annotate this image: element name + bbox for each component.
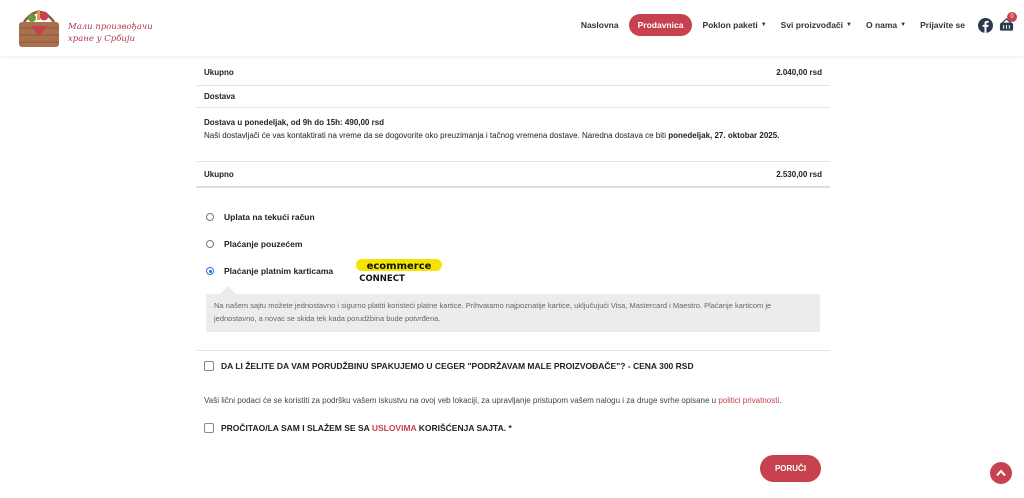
- ecommerce-brand-line1: ecommerce: [366, 261, 432, 272]
- shipping-note: Naši dostavljači će vas kontaktirati na vreme da se dogovorite oko preuzimanja i tačnog vremena dostave. Naredna dostava ce biti ponedeljak, 27. oktobar 2025.: [204, 131, 780, 140]
- radio-bank-transfer[interactable]: [206, 213, 214, 221]
- gift-wrap-checkbox[interactable]: [204, 361, 214, 371]
- nav-svi-proizvodjaci[interactable]: Svi proizvođači ▼: [780, 20, 852, 30]
- scroll-to-top-button[interactable]: [990, 462, 1012, 484]
- payment-option-bank-transfer[interactable]: Uplata na tekući račun: [206, 212, 315, 222]
- basket-logo-icon[interactable]: [14, 4, 64, 50]
- ecommerce-connect-logo: [356, 259, 444, 283]
- shipping-date: ponedeljak, 27. oktobar 2025.: [668, 131, 780, 140]
- gift-wrap-label: DA LI ŽELITE DA VAM PORUDŽBINU SPAKUJEMO U CEGER "PODRŽAVAM MALE PROIZVOĐAČE"? - CENA 300 RSD: [221, 361, 694, 371]
- terms-label: PROČITAO/LA SAM I SLAŽEM SE SA USLOVIMA KORIŠĆENJA SAJTA. *: [221, 423, 512, 433]
- nav-naslovna[interactable]: Naslovna: [580, 20, 619, 30]
- nav-o-nama[interactable]: O nama ▼: [865, 20, 907, 30]
- order-totals-table: [196, 60, 830, 188]
- gift-wrap-option[interactable]: [204, 361, 694, 371]
- shipping-header-row: [196, 86, 830, 108]
- radio-cod[interactable]: [206, 240, 214, 248]
- payment-option-card[interactable]: Plaćanje platnim karticama ecommerce CONNECT: [206, 266, 333, 276]
- main-nav: [574, 13, 1014, 37]
- chevron-down-icon: ▼: [760, 22, 767, 28]
- logo-line-1: Мали произвођачи: [68, 22, 153, 32]
- subtotal-value: 2.040,00 rsd: [776, 68, 822, 77]
- logo-tagline[interactable]: [68, 21, 153, 45]
- facebook-icon[interactable]: [978, 18, 993, 33]
- terms-link[interactable]: USLOVIMA: [371, 423, 417, 433]
- cart-count-badge: 0: [1007, 12, 1017, 22]
- radio-card[interactable]: [206, 267, 214, 275]
- section-divider: [196, 350, 830, 351]
- chevron-down-icon: ▼: [846, 22, 852, 28]
- nav-poklon-paketi[interactable]: Poklon paketi ▼: [702, 20, 767, 30]
- logo-line-2: хране у Србији: [68, 34, 135, 44]
- total-value: 2.530,00 rsd: [776, 169, 822, 179]
- nav-prodavnica[interactable]: Prodavnica: [629, 14, 693, 36]
- chevron-up-icon: [996, 469, 1006, 477]
- nav-prijavite-se[interactable]: Prijavite se: [920, 20, 965, 30]
- payment-option-cod[interactable]: Plaćanje pouzećem: [206, 239, 302, 249]
- site-header: [0, 0, 1024, 56]
- shipping-details-row: [196, 108, 830, 162]
- terms-checkbox[interactable]: [204, 423, 214, 433]
- card-payment-info: Na našem sajtu možete jednostavno i sigurno platiti koristeći platne kartice. Prihvatamo najpoznatije kartice, uključujući Visa, Mastercard i Maestro. Plaćanje karticom je jednostavno, a novac se skida tek kada porudžbina bude potvrđena.: [206, 294, 820, 332]
- subtotal-label: Ukupno: [204, 68, 234, 77]
- shipping-label: Dostava: [204, 92, 236, 101]
- ecommerce-brand-line2: CONNECT: [359, 274, 405, 283]
- shipping-method-title: Dostava u ponedeljak, od 9h do 15h: 490,00 rsd: [204, 118, 385, 127]
- total-label: Ukupno: [204, 169, 234, 179]
- privacy-policy-link[interactable]: politici privatnosti: [718, 396, 780, 405]
- privacy-notice: Vaši lični podaci će se koristiti za podršku vašem iskustvu na ovoj veb lokaciji, za upravljanje pristupom vašem nalogu i za druge svrhe opisane u politici privatnosti.: [204, 396, 782, 405]
- chevron-down-icon: ▼: [900, 22, 907, 28]
- cart-icon[interactable]: [999, 14, 1014, 32]
- total-row: [196, 162, 830, 188]
- terms-option[interactable]: [204, 423, 512, 433]
- place-order-button[interactable]: PORUČI: [760, 455, 821, 482]
- subtotal-row: [196, 60, 830, 86]
